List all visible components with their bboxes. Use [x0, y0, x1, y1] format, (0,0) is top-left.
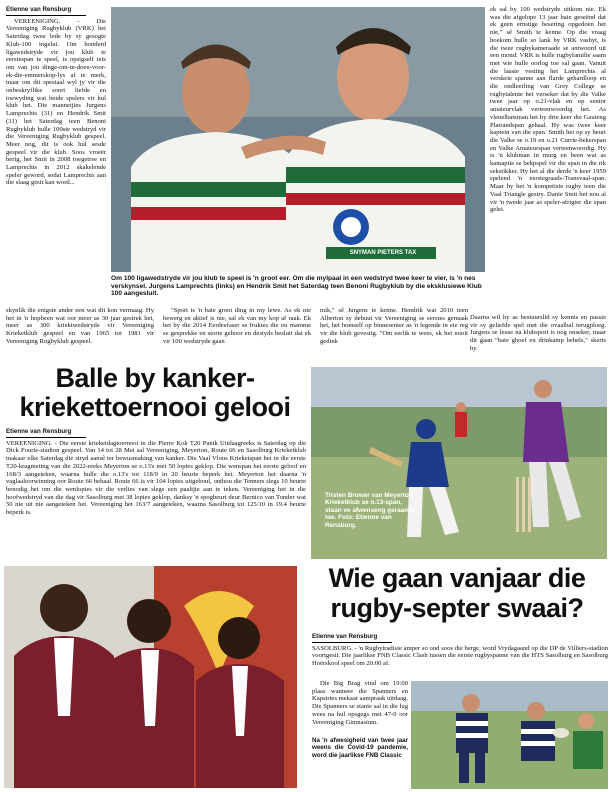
article1-photo-caption: Om 100 ligawedstryde vir jou klub te speel is 'n groot eer. Om die mylpaal in een wedstryd twee keer te vier, is 'n nes verskynsel. Jurgens Lamprechts (links) en Hendrik Smit het Saterdag teen Benoni Rugbyklub by die eksklusiewe Klub 100 aangesluit. [111, 275, 482, 298]
rugby-action-photo [411, 681, 608, 789]
article1-col2: "Sport is 'n baie groot ding in my lewe. As ek nie bewerg en aktief is nie, sal ek van my kop af raak. Ek het by die 2014 Eerdeefaser se fruktes die ou mamme se gesprekke en storie gehoor en destyds besluit dat ek vir 100 wedstryde gaan [163, 307, 311, 345]
article1-col1 [6, 6, 106, 272]
article3-headline: Wie gaan vanjaar die rugby-septer swaai? [328, 563, 586, 623]
school-boys-photo [4, 566, 297, 788]
article1-byline: Etienne van Rensburg [6, 6, 86, 16]
cricket-photo [311, 367, 607, 559]
article1-col1-text: VEREENIGING. - Die Vereeniging Rugbyklub (VRK) het Saterdag twee lede by sy gesogte Klub-100 ingelui. Om honderd ligawedstryde vir jou klub te eerstespan te speel, is opsigself iets om van jou dinge-om-te-doen-voor-ek-die-emmerskop-lys af te merk, maar om dit spesiaal wyl jy vir die onbeskryflike soort liefde en toewyding wat beide spelers vir hul klub het. Die mannetjies Jurgens Lamprechts (31) en Hendrik Smit (31) het Saterdag teen Benoni Rugbyklub hulle 100ste wedstryd vir die Vereeniging Rugbyklub gespeel. Meer nog, dit is ook hul sesde gespeel vir die klub. Soos vroeër berig, het Smit in 2008 toegetree en Lamprechts in 2012 skakelende speler geword, sodat Lamprechts aan die slaag gesit kan word... [6, 17, 106, 187]
article2-headline: Balle by kanker- kriekettoernooi gelooi [19, 363, 291, 422]
article3-col-left: Die Big Brag vind om 19:00 plaas wanneer die Spanners en Kapstrtes mekaar aampraak uitdaag. Die Spanners se stanie sal in die lug wees na hul opsgegs met 47-0 oor Vereeniging Gimnasium. [312, 680, 408, 726]
article3-col-left-bold: Na 'n afwesigheid van twee jaar weens die Covid-19 pandemie, word die jaarlikse FNB Classic [312, 737, 408, 759]
article2-body: Etienne van Rensburg VEREENIGING. - Die eerste krieketdagtoernooi in die Pierre Kok T20 Panik Uitdaagreeks is Saterdag op die Dick Fourie-stadion gespeel. Van 14 tot 28 Mei sal Vereeniging, Meyerton, Route 66 en Sasolburg Krieketklub makaar elke Saterdag die stryd aansê ter bewusmaking van kanker. Die Vaal Vlous Krieketspan het in die eerste T20-kragmeting van die 2022-reeks Meyerton se o.13's met 50 lopies geklop. Die wenspan het eerste geloof en 168/3 aangeteken, waarna hulle die o.13's tot 118/9 in 20 beurte beperk het. Meyerton het daarna 'n vaglaaloorwinning oor Route 66 behaal. Route 66 is vir 104 lopies uitgeboul, onthou die Tenners slegs 10 beurte benodig het om die wenlopies vir die verlies van slegs een paaltjie aan te teken. Vereeniging het in die hoofwedstryd van die dag vir Sasolburg met 38 lopies geklop, danksy 'n spogbeurt deur Bernico van Tonder wat 50 nie uit nie aangeteken het. Vereeniging het 163/7 aangeteken, waarna Sasolburg tot 125/10 in 19.4 beurte beperk is. [6, 428, 306, 517]
article1-col1b-wide: skynlik die enigste ander een wat dit kon vermaag. Hy het in 'n hopbeen wat oor meer as 30 jaar gestrek het, meer as 300 kriektwedstryde vir Vereeniging Krieketklub gespeel en van 1965 tot 1981 vir Vereeniging Rugbyklub gespeel. [6, 307, 154, 345]
article1-col3: mik," sê Jurgens te kenne. Hendrik wat 2010 teen Alberton sy debuut vir Vereeniging se eerstes gemaak het, het homself op binnesenter as 'n legende in eie reg vir die klub gevestig. "Om eerlik te wees, ek het nooit gedink [320, 307, 468, 345]
article2-byline: Etienne van Rensburg [6, 428, 86, 438]
jersey-sponsor-text: SNYMAN PIETERS TAX [349, 250, 417, 256]
article2-photo-caption: Tristen Brower van Meyerton Krieketklub se o.13-span, staan ve afwenseng geraamte toe. Foto: Etienne van Rensburg. [325, 492, 416, 529]
rugby-players-photo [111, 7, 485, 272]
article1-col4b: Daarna wil hy as bestuurslid sy kennis en passie vir sy geliefde spel met die ovaalbal terugploeg. Jurgens se leuse na klubsport is nog onseker, maar dit gaan "baie ghoef en drinkamp behels," skerts hy. [470, 314, 606, 352]
article3-intro: Etienne van Rensburg SASOLBURG. - 'n Rugbytradisie amper so oud soos die berge, word Vrydagaand op die DP de Villiers-stadion voortgesit. Die jaarlikse FNB Classic Clash tussen die eerste rugbyspanne van die HTS Sasolburg en Sasolburg Hoërskool speel om 20:00 af. [312, 633, 608, 668]
article1-col4: ek sal by 100 wedstryde uitkom nie. Ek was die afgelope 13 jaar baie geseënd dat ek geen ernstige besering opgedoen het nie," sê Smith te kenne. Op die vraag hoekom hulle so lank by VRK vasbyt, is die twee rugbykameraade se antwoord uit een mond: VRK is hulle rugbyfamilie saam met wie hulle oorlog toe sal gaan. Vanuit die laaste vesting het Lamprechts al verskeie spanne aan flarde gehardloop en die ondleerling van Grey College se rugbytalente het verseker dat hy die Valke twee jaar op o.21-vlak en op senior amateurvlak verteenwoordig het. As vleuelbatsman het hy drie keer die Gauteng Platrandspan gehaal. Hy was twee keer kaptein van die span. Smith het op sy beurt die Valke se o.19 en o.21 Currie-bekerspan en Valke Amateurspan verteenwoordig. Hy is 'n klubman in murg en been wat as kamaptie se bekpspel vir die span in die rik sekstikker. Hy het al die derde 'n keer 1959 spelend 'n eerstegraads-Transvaal-span. Maar hy het 'n kompetisie rugby teen die Vaal Triangle gestry. Danie Smit het nou al vir 'n twede jaar as speler-afrigter die span gelei. [490, 6, 606, 214]
article3-byline: Etienne van Rensburg [312, 633, 392, 643]
